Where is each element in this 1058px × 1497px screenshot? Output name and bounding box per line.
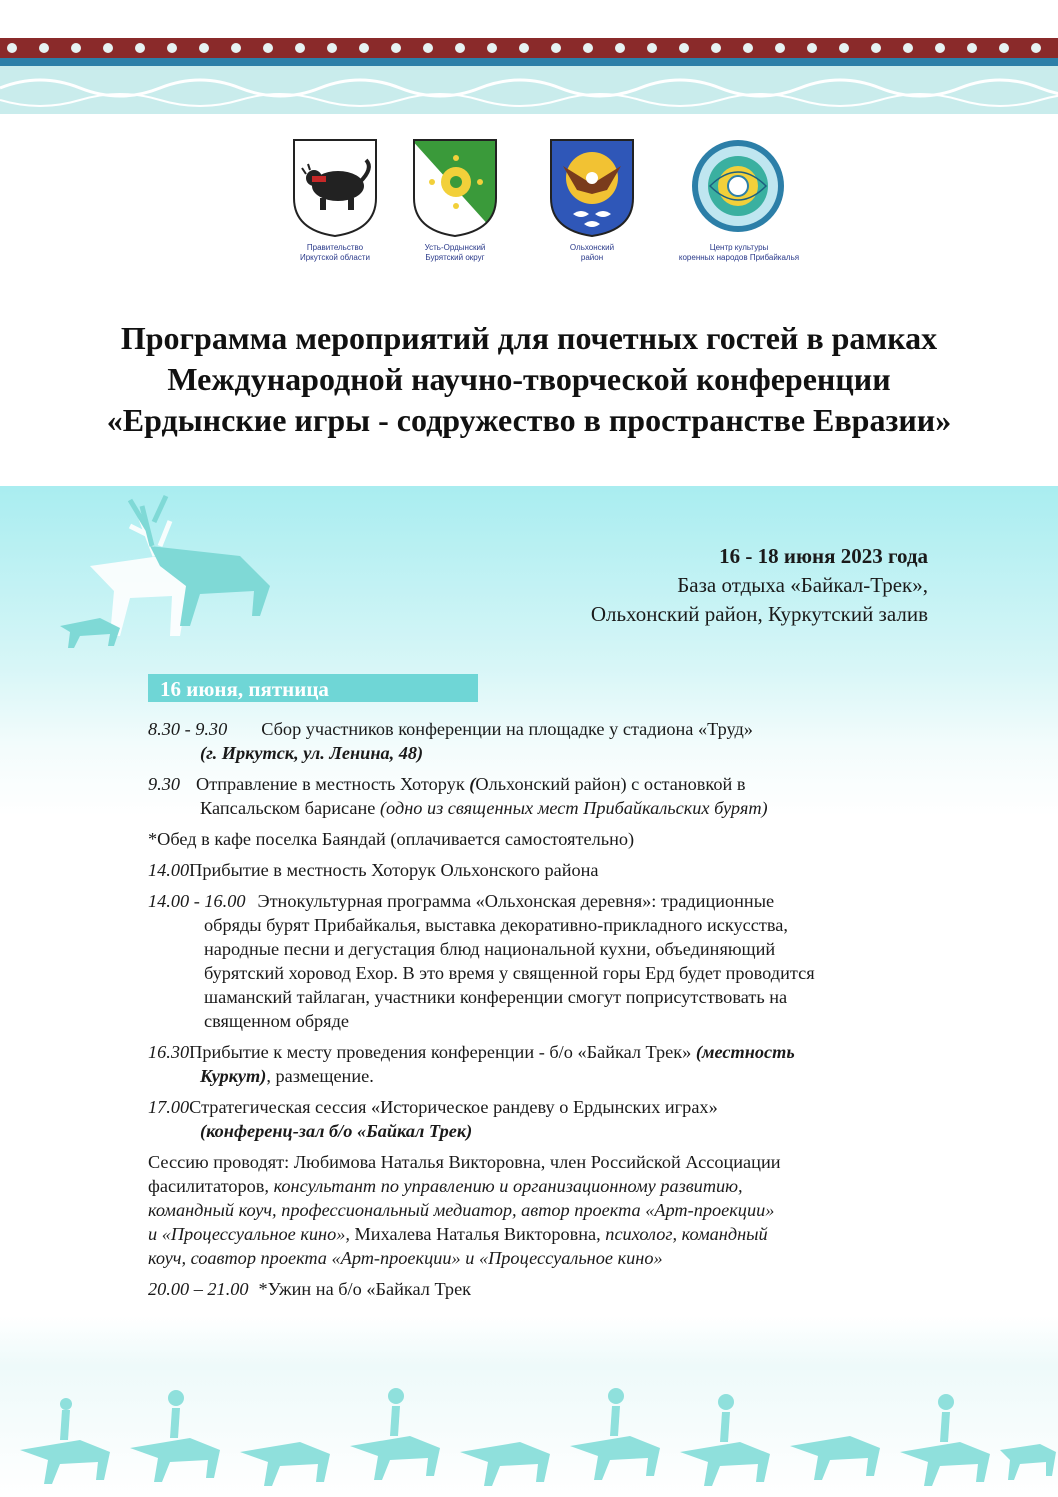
page-title: Программа мероприятий для почетных гостей в рамках Международной научно-творческой конференции «Ердынские игры - содружество в пространстве Евразии» <box>106 320 952 438</box>
event-venue: База отдыха «Байкал-Трек», <box>677 573 928 597</box>
schedule-item: 17.00Стратегическая сессия «Историческое рандеву о Ердынских играх» (конференц-зал б/о «Байкал Трек) <box>148 1097 718 1141</box>
logo-caption-culture-center: Центр культуры коренных народов Прибайкалья <box>678 243 800 262</box>
logo-caption-olkhon: Ольхонский район <box>569 243 615 262</box>
schedule-list <box>148 717 948 1308</box>
olkhon-coat-of-arms <box>547 138 637 238</box>
ornament-border <box>0 38 1058 114</box>
rock-art-riders-illustration <box>0 1380 1058 1490</box>
event-location: Ольхонский район, Куркутский залив <box>590 602 928 626</box>
schedule-item: 16.30Прибытие к месту проведения конференции - б/о «Байкал Трек» (местность Куркут), размещение. <box>148 1042 795 1086</box>
ust-orda-coat-of-arms <box>410 138 500 238</box>
event-dates: 16 - 18 июня 2023 года <box>719 544 928 568</box>
schedule-item: *Обед в кафе поселка Баяндай (оплачивается самостоятельно) <box>148 829 635 849</box>
schedule-item: 20.00 – 21.00 *Ужин на б/о «Байкал Трек <box>148 1279 472 1299</box>
logo-caption-irkutsk: Правительство Иркутской области <box>299 243 370 262</box>
day-header-badge: 16 июня, пятница <box>148 674 478 702</box>
logo-caption-ust-orda: Усть-Ордынский Бурятский округ <box>424 243 486 262</box>
schedule-item: 9.30 Отправление в местность Хоторук (Ольхонский район) с остановкой в Капсальском барисане (одно из священных мест Прибайкальских бурят) <box>148 774 768 818</box>
event-info <box>591 542 928 629</box>
schedule-item: 14.00Прибытие в местность Хоторук Ольхонского района <box>148 860 599 880</box>
rock-art-deer-illustration <box>40 486 300 656</box>
schedule-item: 14.00 - 16.00 Этнокультурная программа «Ольхонская деревня»: традиционные обряды бурят Прибайкалья, выставка декоративно-прикладного искусства, народные песни и дегустация блюд национальной кухни, объединяющий бурятский хоровод Ехор. В это время у священной горы Ерд будет проводится шаманский тайлаган, участники конференции смогут поприсутствовать на священном обряде <box>148 891 815 1031</box>
schedule-item: Сессию проводят: Любимова Наталья Викторовна, член Российской Ассоциации фасилитаторов, консультант по управлению и организационному развитию, командный коуч, профессиональный медиатор, автор проекта «Арт-проекции» и «Процессуальное кино», Михалева Наталья Викторовна, психолог, командный коуч, соавтор проекта «Арт-проекции» и «Процессуальное кино» <box>148 1152 781 1268</box>
schedule-item: 8.30 - 9.30 Сбор участников конференции на площадке у стадиона «Труд» (г. Иркутск, ул. Ленина, 48) <box>148 719 753 763</box>
irkutsk-coat-of-arms <box>290 138 380 238</box>
culture-center-emblem <box>690 138 786 234</box>
